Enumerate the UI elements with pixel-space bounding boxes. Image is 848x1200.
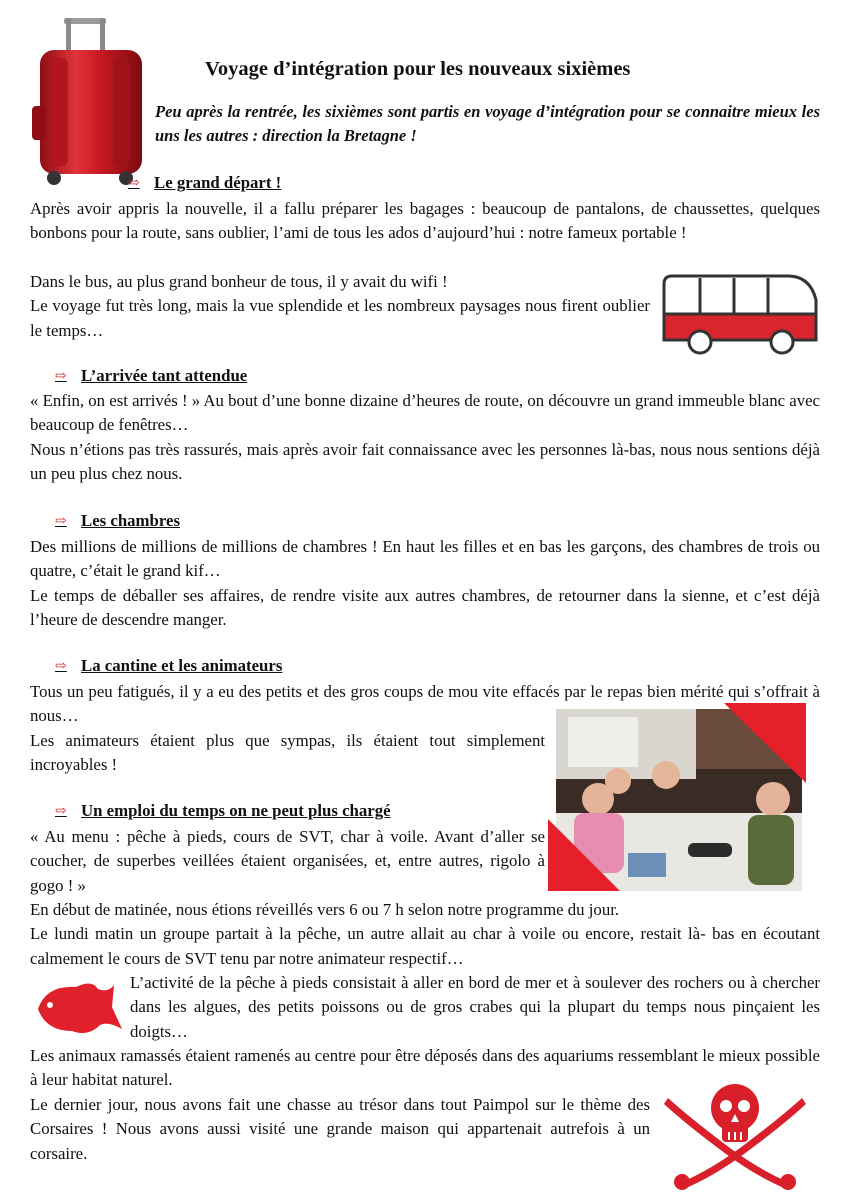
heading-text: Un emploi du temps on ne peut plus chargé bbox=[81, 801, 391, 820]
section-depart-text-2 bbox=[30, 270, 650, 343]
heading-text: L’arrivée tant attendue bbox=[81, 366, 248, 385]
class-photo bbox=[548, 703, 806, 896]
arrow-icon: ⇨ bbox=[55, 658, 67, 674]
paragraph: Le voyage fut très long, mais la vue splendide et les nombreux paysages nous firent oublier le temps… bbox=[30, 296, 650, 340]
paragraph: « Au menu : pêche à pieds, cours de SVT, char à voile. Avant d’aller se coucher, de superbes veillées étaient organisées, et, entre autres, rigolo à gogo ! » bbox=[30, 827, 545, 895]
paragraph: Des millions de millions de millions de chambres ! En haut les filles et en bas les garçons, des chambres de trois ou quatre, c’était le grand kif… bbox=[30, 537, 820, 581]
arrow-icon: ⇨ bbox=[128, 175, 140, 191]
paragraph: Le temps de déballer ses affaires, de rendre visite aux autres chambres, de retourner dans la sienne, et c’est déjà l’heure de descendre manger. bbox=[30, 585, 820, 629]
heading-emploi-du-temps bbox=[55, 801, 391, 821]
arrow-icon: ⇨ bbox=[55, 513, 67, 529]
paragraph: Le lundi matin un groupe partait à la pêche, un autre allait au char à voile ou encore, restait là- bas en écoutant calmement le cours de SVT tenu par notre animateur respectif… bbox=[30, 924, 820, 968]
paragraph: Le dernier jour, nous avons fait une chasse au trésor dans tout Paimpol sur le thème des Corsaires ! Nous avons aussi visité une grande maison qui appartenait autrefois à un corsaire. bbox=[30, 1095, 650, 1163]
section-emploi-text-3 bbox=[130, 971, 820, 1044]
heading-arrivee bbox=[55, 366, 247, 386]
paragraph: « Enfin, on est arrivés ! » Au bout d’une bonne dizaine d’heures de route, on découvre un grand immeuble blanc avec beaucoup de fenêtres… bbox=[30, 391, 820, 435]
paragraph: Après avoir appris la nouvelle, il a fallu préparer les bagages : beaucoup de pantalons, de chaussettes, quelques bonbons pour la route, sans oublier, l’ami de tous les ados d’aujourd’hui : notre fameux portable ! bbox=[30, 199, 820, 243]
section-emploi-text-1 bbox=[30, 825, 545, 898]
heading-text: Le grand départ ! bbox=[154, 173, 282, 192]
section-emploi-text-5 bbox=[30, 1093, 650, 1166]
section-chambres-text bbox=[30, 535, 820, 632]
paragraph: Les animateurs étaient plus que sympas, ils étaient tout simplement incroyables ! bbox=[30, 731, 545, 775]
paragraph: L’activité de la pêche à pieds consistait à aller en bord de mer et à soulever des rochers ou à chercher dans les algues, des petits poissons ou de gros crabes qui la plupart du temps nous pinçaient les doigts… bbox=[130, 973, 820, 1041]
section-depart-text bbox=[30, 197, 820, 246]
paragraph: Tous un peu fatigués, il y a eu des petits et des gros coups de mou vite effacés par le repas bien mérité qui s’offrait à nous… bbox=[30, 682, 820, 726]
bus-icon bbox=[660, 270, 820, 360]
section-emploi-text-2 bbox=[30, 898, 820, 971]
arrow-icon: ⇨ bbox=[55, 803, 67, 819]
intro-text: Peu après la rentrée, les sixièmes sont partis en voyage d’intégration pour se connaitre mieux les uns les autres : direction la Bretagne ! bbox=[155, 102, 820, 145]
paragraph: En début de matinée, nous étions réveillés vers 6 ou 7 h selon notre programme du jour. bbox=[30, 900, 620, 919]
heading-chambres bbox=[55, 511, 180, 531]
heading-grand-depart bbox=[128, 173, 281, 193]
heading-text: La cantine et les animateurs bbox=[81, 656, 283, 675]
page-title: Voyage d’intégration pour les nouveaux sixièmes bbox=[205, 58, 631, 80]
arrow-icon: ⇨ bbox=[55, 368, 67, 384]
fish-icon bbox=[32, 975, 127, 1040]
heading-cantine bbox=[55, 656, 282, 676]
paragraph: Nous n’étions pas très rassurés, mais après avoir fait connaissance avec les personnes là-bas, nous nous sentions déjà un peu plus chez nous. bbox=[30, 439, 820, 483]
section-cantine-text-2 bbox=[30, 729, 545, 778]
heading-text: Les chambres bbox=[81, 511, 180, 530]
paragraph: Les animaux ramassés étaient ramenés au centre pour être déposés dans des aquariums ressemblant le mieux possible à leur habitat naturel. bbox=[30, 1046, 820, 1090]
paragraph: Dans le bus, au plus grand bonheur de tous, il y avait du wifi ! bbox=[30, 272, 448, 291]
suitcase-illustration bbox=[30, 14, 145, 189]
section-arrivee-text bbox=[30, 389, 820, 486]
pirate-skull-icon bbox=[660, 1078, 810, 1193]
